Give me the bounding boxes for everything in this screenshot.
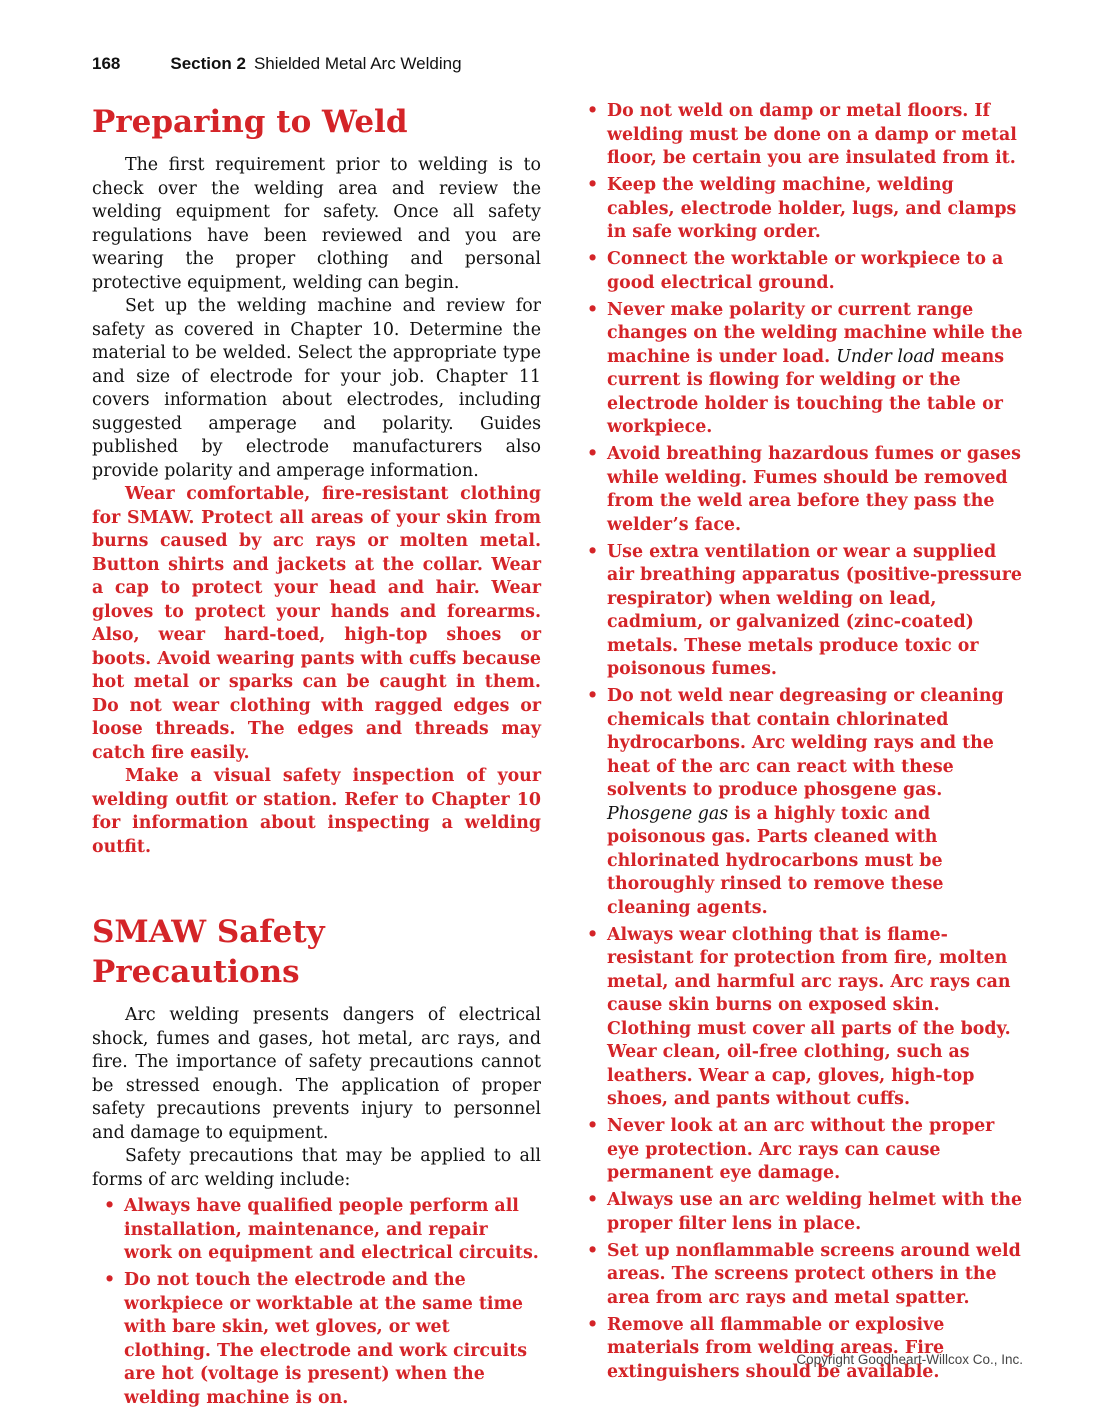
- list-item: • Set up nonflammable screens around weld areas. The screens protect others in the area from arc rays and metal spatter.: [587, 1240, 1021, 1308]
- term-phosgene-gas: Phosgene gas: [607, 803, 729, 824]
- bullet-icon: •: [104, 1196, 116, 1216]
- left-column: [92, 100, 541, 1414]
- paragraph: Set up the welding machine and review for safety as covered in Chapter 10. Determine the material to be welded. Select the appropriate type and size of electrode for your job. Chapter 11 covers information about electrodes, including suggested amperage and polarity. Guides published by electrode manufacturers also provide polarity and amperage information.: [92, 296, 541, 481]
- list-item: • Avoid breathing hazardous fumes or gases while welding. Fumes should be removed from the weld area before they pass the welder’s face.: [587, 444, 1021, 535]
- heading-preparing-to-weld: Preparing to Weld: [92, 104, 408, 140]
- chapter-title: Shielded Metal Arc Welding: [253, 54, 462, 73]
- bullet-icon: •: [587, 175, 599, 195]
- page-header: [92, 54, 462, 74]
- bullet-icon: •: [587, 1190, 599, 1210]
- paragraph: Arc welding presents dangers of electrical shock, fumes and gases, hot metal, arc rays, and fire. The importance of safety precautions cannot be stressed enough. The application of proper safety precautions prevents injury to personnel and damage to equipment.: [92, 1005, 541, 1143]
- bullet-icon: •: [587, 299, 599, 320]
- bullet-icon: •: [587, 924, 599, 945]
- safety-list-left: [92, 1195, 541, 1410]
- bullet-icon: •: [104, 1270, 116, 1290]
- paragraph: The first requirement prior to welding is to check over the welding area and review the welding equipment for safety. Once all safety regulations have been reviewed and you are wearing the proper clothing and personal protective equipment, welding can begin.: [92, 155, 541, 293]
- term-under-load: Under load: [836, 346, 935, 367]
- bullet-icon: •: [587, 444, 599, 464]
- list-item: • Use extra ventilation or wear a supplied air breathing apparatus (positive-pressure respirator) when welding on lead, cadmium, or galvanized (zinc-coated) metals. These metals produce toxic or poisonous fumes.: [587, 541, 1022, 679]
- right-column: [587, 100, 1027, 1388]
- list-item: • Keep the welding machine, welding cables, electrode holder, lugs, and clamps in safe working order.: [587, 175, 1017, 242]
- list-item: • Always have qualified people perform all installation, maintenance, and repair work on equipment and electrical circuits.: [104, 1196, 539, 1263]
- list-item: • Never make polarity or current range changes on the welding machine while the machine is under load. Under load means current is flowing for welding or the electrode holder is touching the table or workpiece.: [587, 299, 1023, 437]
- list-item: • Connect the worktable or workpiece to a good electrical ground.: [587, 249, 1004, 293]
- inspection-paragraph: Make a visual safety inspection of your welding outfit or station. Refer to Chapter 10 for information about inspecting a welding outfit.: [92, 766, 541, 857]
- bullet-icon: •: [587, 249, 599, 269]
- list-item: • Remove all flammable or explosive materials from welding areas. Fire extinguishers should be available.: [587, 1314, 945, 1382]
- copyright-footer: Copyright Goodheart-Willcox Co., Inc.: [796, 1352, 1023, 1367]
- list-item: • Always use an arc welding helmet with the proper filter lens in place.: [587, 1190, 1023, 1234]
- section-label: Section 2: [170, 54, 246, 73]
- paragraph: Safety precautions that may be applied to all forms of arc welding include:: [92, 1146, 541, 1190]
- bullet-icon: •: [587, 1240, 599, 1261]
- bullet-icon: •: [587, 1116, 599, 1136]
- clothing-paragraph: Wear comfortable, fire-resistant clothing for SMAW. Protect all areas of your skin from burns caused by arc rays or molten metal. Button shirts and jackets at the collar. Wear a cap to protect your head and hair. Wear gloves to protect your hands and forearms. Also, wear hard-toed, high-top shoes or boots. Avoid wearing pants with cuffs because hot metal or sparks can be caught in them. Do not wear clothing with ragged edges or loose threads. The edges and threads may catch fire easily.: [92, 484, 541, 763]
- heading-smaw-safety-precautions: SMAW Safety Precautions: [92, 914, 325, 990]
- bullet-icon: •: [587, 686, 599, 706]
- safety-list-right: [587, 100, 1027, 1384]
- list-item: • Do not weld near degreasing or cleaning chemicals that contain chlorinated hydrocarbons. Arc welding rays and the heat of the arc can react with these solvents to produce phosgene gas. Phosgene gas is a highly toxic and poisonous gas. Parts cleaned with chlorinated hydrocarbons must be thoroughly rinsed to remove these cleaning agents.: [587, 686, 1004, 918]
- bullet-icon: •: [587, 1314, 599, 1335]
- list-item: • Do not touch the electrode and the workpiece or worktable at the same time with bare skin, wet gloves, or wet clothing. The electrode and work circuits are hot (voltage is present) when the welding machine is on.: [104, 1270, 528, 1408]
- bullet-icon: •: [587, 101, 599, 121]
- bullet-icon: •: [587, 541, 599, 562]
- list-item: • Always wear clothing that is flame-resistant for protection from fire, molten metal, and harmful arc rays. Arc rays can cause skin burns on exposed skin. Clothing must cover all parts of the body. Wear clean, oil-free clothing, such as leathers. Wear a cap, gloves, high-top shoes, and pants without cuffs.: [587, 924, 1011, 1109]
- list-item: • Do not weld on damp or metal floors. If welding must be done on a damp or metal floor, be certain you are insulated from it.: [587, 101, 1017, 168]
- page-number: 168: [92, 54, 121, 73]
- list-item: • Never look at an arc without the proper eye protection. Arc rays can cause permanent eye damage.: [587, 1116, 995, 1183]
